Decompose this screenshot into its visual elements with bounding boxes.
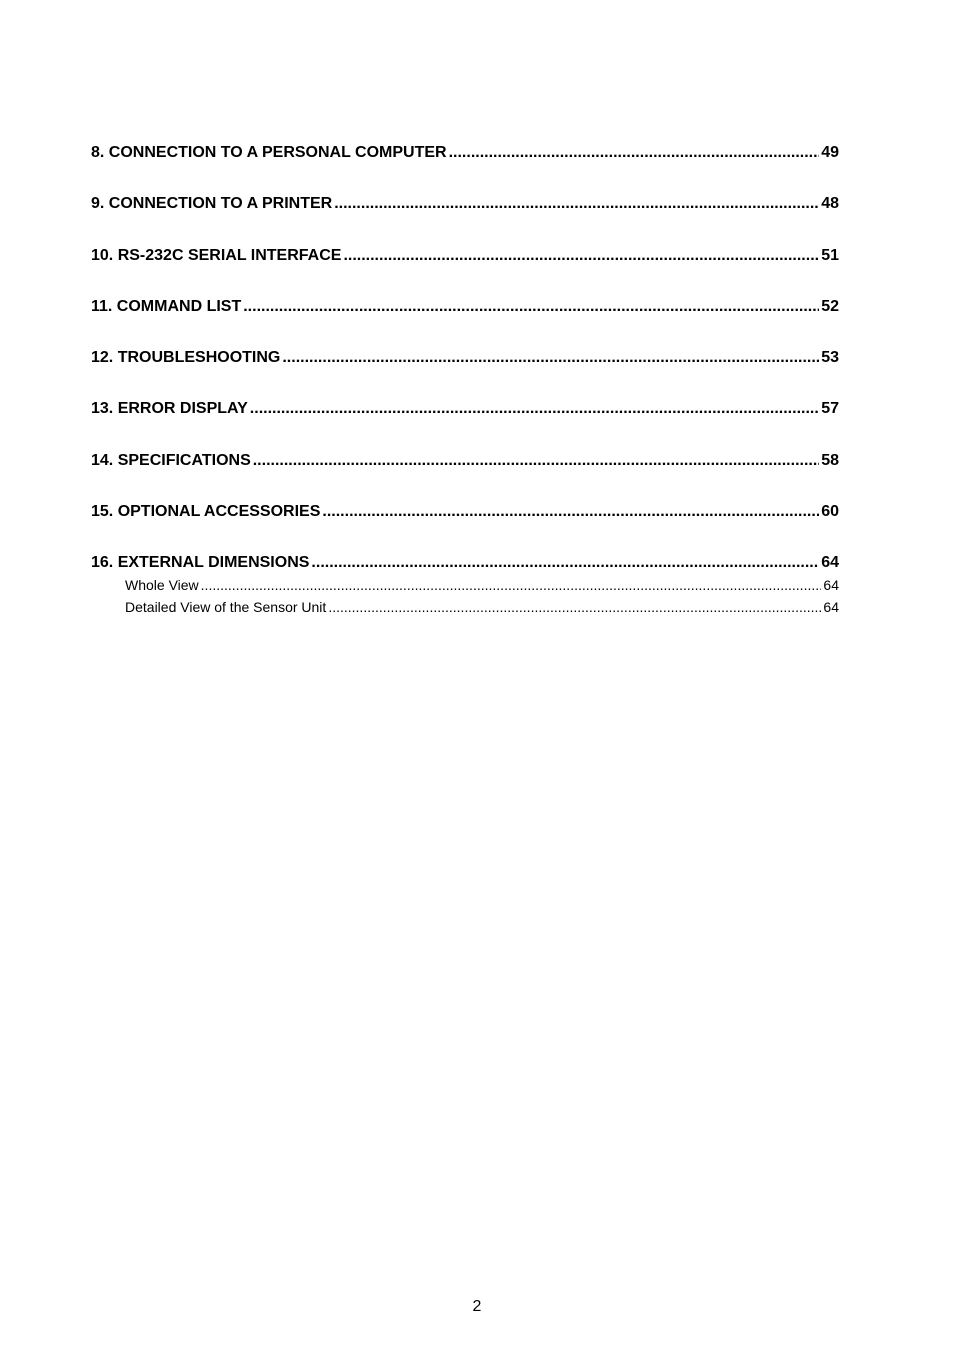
toc-entry-title: 11. COMMAND LIST	[91, 297, 242, 315]
toc-entry-page: 57	[821, 400, 839, 418]
toc-dot-leader	[311, 553, 819, 573]
toc-entry-title: 14. SPECIFICATIONS	[91, 451, 251, 469]
toc-entry-title: 16. EXTERNAL DIMENSIONS	[91, 554, 310, 572]
toc-dot-leader	[334, 194, 819, 214]
toc-dot-leader	[253, 451, 819, 471]
toc-dot-leader	[282, 348, 819, 368]
toc-dot-leader	[328, 598, 821, 617]
toc-entry-page: 60	[821, 503, 839, 521]
toc-dot-leader	[201, 576, 822, 595]
toc-entry-title: 12. TROUBLESHOOTING	[91, 349, 281, 367]
toc-subentry-title: Detailed View of the Sensor Unit	[125, 599, 327, 616]
toc-subentry[interactable]	[125, 576, 839, 595]
toc-dot-leader	[322, 502, 819, 522]
toc-subentry-page: 64	[823, 599, 839, 616]
toc-entry-page: 51	[821, 246, 839, 264]
toc-dot-leader	[343, 246, 819, 266]
toc-entry[interactable]	[91, 297, 839, 317]
toc-entry[interactable]	[91, 194, 839, 214]
toc-entry-title: 10. RS-232C SERIAL INTERFACE	[91, 246, 342, 264]
toc-entry[interactable]	[91, 553, 839, 573]
toc-entry-title: 13. ERROR DISPLAY	[91, 400, 248, 418]
toc-dot-leader	[449, 143, 820, 163]
toc-entry-page: 48	[821, 195, 839, 213]
toc-entry-title: 15. OPTIONAL ACCESSORIES	[91, 503, 321, 521]
page-number: 2	[472, 1298, 482, 1315]
toc-dot-leader	[250, 399, 819, 419]
toc-entry-page: 52	[821, 297, 839, 315]
toc-dot-leader	[243, 297, 819, 317]
toc-entry-title: 9. CONNECTION TO A PRINTER	[91, 195, 333, 213]
table-of-contents	[91, 143, 839, 620]
toc-entry[interactable]	[91, 348, 839, 368]
toc-entry-page: 49	[821, 144, 839, 161]
toc-entry-title: 8. CONNECTION TO A PERSONAL COMPUTER	[91, 144, 447, 161]
toc-subentry-title: Whole View	[125, 577, 199, 594]
toc-entry-page: 53	[821, 349, 839, 367]
toc-entry[interactable]	[91, 502, 839, 522]
toc-entry[interactable]	[91, 451, 839, 471]
toc-entry[interactable]	[91, 143, 839, 163]
toc-subentry[interactable]	[125, 598, 839, 617]
toc-entry[interactable]	[91, 399, 839, 419]
toc-entry[interactable]	[91, 246, 839, 266]
toc-entry-page: 64	[821, 554, 839, 572]
toc-subentry-page: 64	[823, 577, 839, 594]
toc-entry-page: 58	[821, 451, 839, 469]
